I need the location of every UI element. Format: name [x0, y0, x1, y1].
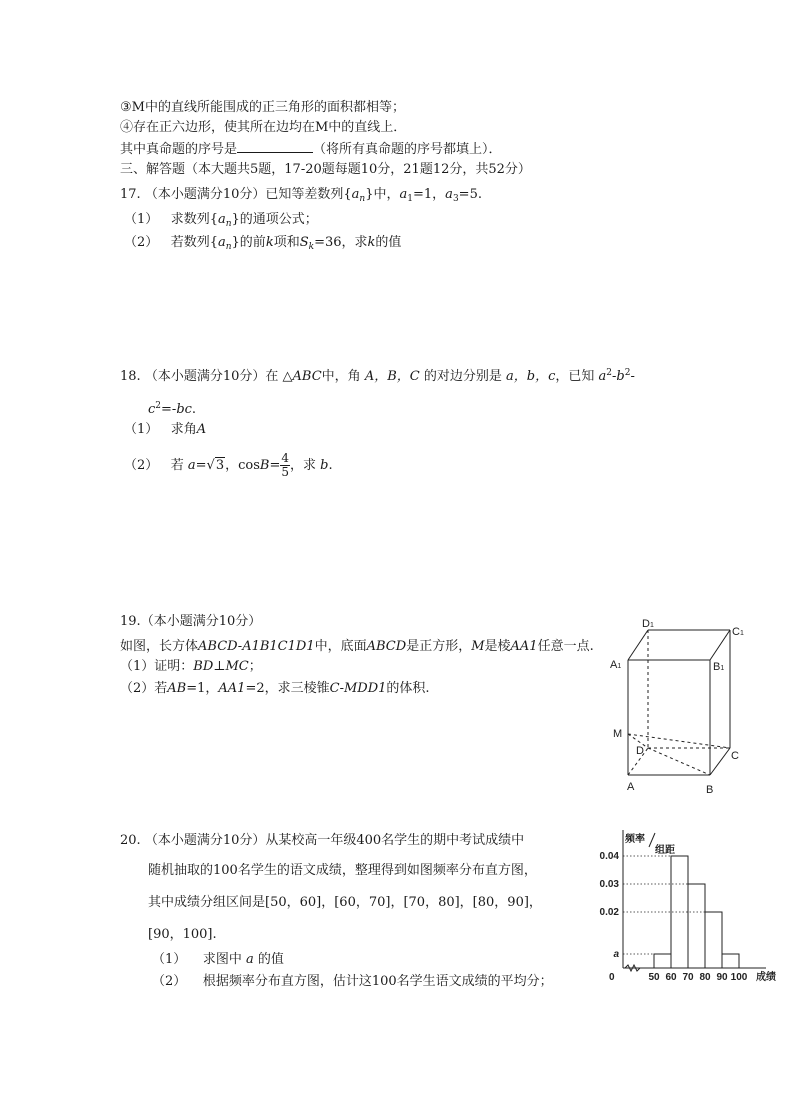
histogram-bar	[722, 954, 739, 968]
edge-bd	[648, 748, 710, 775]
q18-eq-end: .	[191, 402, 197, 417]
q17-part1-label: （1）	[124, 212, 159, 227]
histogram-bar	[688, 884, 705, 968]
q18-intro3: 的对边分别是	[423, 369, 502, 384]
q19-part2-v2: =2，求三棱锥	[245, 681, 330, 696]
q17-part2-label: （2）	[124, 235, 159, 250]
label-B1: B1	[713, 661, 725, 673]
answer-prefix: 其中真命题的序号是	[120, 142, 238, 157]
q17-a3: a	[445, 187, 453, 202]
q17-part2-Sk: k	[308, 242, 315, 252]
q19-part2-ab: AB	[167, 681, 187, 696]
q17-part2-mid: }的前	[231, 235, 266, 250]
x-axis-label: 成绩	[756, 972, 776, 983]
q18-part1-text: 求角	[170, 422, 197, 437]
q17-intro	[120, 186, 482, 208]
q19-part2	[120, 680, 430, 698]
q17-part2-a: a	[217, 235, 226, 250]
fraction-denominator: 5	[281, 465, 289, 479]
q19-part1-end: ；	[248, 659, 262, 674]
fraction-numerator: 4	[281, 451, 289, 465]
q17-part2-mid2: 项和	[273, 235, 300, 250]
q17-part2-k2: k	[367, 235, 376, 250]
q18-eq-bc: bc	[176, 402, 192, 417]
q20-line3: 其中成绩分组区间是[50，60]，[60，70]，[70，80]，[80，90]，	[148, 895, 542, 910]
y-tick-label: 0.04	[599, 851, 619, 862]
q18-part2-b: b	[320, 458, 329, 473]
q19-intro	[120, 613, 261, 631]
q17-n: n	[359, 194, 366, 204]
q18-eq-c: c	[148, 402, 156, 417]
edge-b1c1	[710, 630, 730, 660]
y-tick-label: 0.02	[599, 907, 619, 918]
x-tick-label: 0	[609, 972, 615, 983]
label-C1-sub: 1	[739, 630, 744, 637]
q18-number: 18.	[120, 369, 141, 384]
q18-eq-b: -b	[612, 369, 625, 384]
q19-desc-solid: ABCD-A1B1C1D1	[198, 639, 315, 654]
q20-part1	[152, 951, 284, 969]
q20-line2: 随机抽取的100名学生的语文成绩，整理得到如图频率分布直方图，	[148, 863, 537, 878]
q18-eq-a-sq: 2	[606, 368, 613, 378]
q17-part2-k: k	[265, 235, 274, 250]
prev-answer-line	[120, 140, 502, 159]
q20-part1-text: 求图中	[202, 952, 242, 967]
cuboid-figure	[600, 610, 760, 800]
label-B: B	[706, 784, 714, 796]
q17-a: a	[351, 187, 360, 202]
label-B1-sub: 1	[720, 665, 725, 672]
x-tick-label: 100	[730, 972, 748, 983]
q19-desc	[120, 638, 594, 656]
q18-part2-end: ，求	[289, 458, 316, 473]
label-A1-sub: 1	[617, 663, 622, 670]
q18-sides: a，b，c	[506, 369, 556, 384]
q18-intro-cont	[148, 397, 196, 419]
q17-part2-S: S	[299, 235, 309, 250]
y-axis-label-top: 频率	[625, 834, 645, 845]
q17-part1	[124, 211, 318, 233]
q19-part1	[120, 658, 262, 676]
q17-part1-a: a	[217, 212, 226, 227]
q17-part1-pre: 求数列{	[170, 212, 218, 227]
q18-part2-dot: .	[328, 458, 333, 473]
fraction	[280, 452, 290, 479]
q19-part2-v1: =1，	[186, 681, 219, 696]
q20-part2	[152, 973, 553, 991]
q17-number: 17.	[120, 187, 141, 202]
label-C: C	[731, 750, 739, 762]
label-A: A	[627, 781, 635, 793]
q17-part2-val: =36，求	[314, 235, 368, 250]
q18-part1-A: A	[196, 422, 207, 437]
q18-eq-c-sq: 2	[155, 401, 162, 411]
q19-desc-mid2: 是正方形，	[406, 639, 472, 654]
q18-abc: ABC	[292, 369, 322, 384]
y-axis-label-bottom: 组距	[655, 845, 675, 856]
q17-intro-mid: }中，	[365, 187, 400, 202]
q18-part2-eq2: =	[269, 458, 281, 473]
q20-part1-a: a	[245, 952, 254, 967]
label-A1: A1	[610, 659, 622, 671]
q20-line4: [90，100].	[148, 927, 217, 942]
q19-part1-math: BD⊥MC	[193, 659, 249, 674]
q18-part2-cos: ，cos	[225, 458, 260, 473]
q18-part2-eq: =	[195, 458, 207, 473]
x-tick-label: 80	[699, 972, 711, 983]
q18-intro4: ，已知	[555, 369, 595, 384]
prev-item-3: ③M中的直线所能围成的正三角形的面积都相等；	[120, 100, 405, 115]
y-tick-label: 0.03	[599, 879, 619, 890]
section-title: 三、解答题（本大题共5题，17-20题每题10分，21题12分，共52分）	[120, 162, 531, 177]
q20-part2-text: 根据频率分布直方图，估计这100名学生语文成绩的平均分；	[202, 974, 553, 989]
q18-eq-a: a	[598, 369, 607, 384]
q19-desc-mid3: 是棱	[484, 639, 511, 654]
q20-part1-label: （1）	[152, 952, 187, 967]
q17-a3-val: =5.	[458, 187, 482, 202]
q19-desc-mid: 中，底面	[314, 639, 367, 654]
q19-desc-base: ABCD	[366, 639, 407, 654]
histogram-chart	[588, 825, 788, 995]
edge-a1d1	[628, 630, 648, 660]
x-tick-label: 90	[716, 972, 728, 983]
q17-part1-n: n	[225, 219, 232, 229]
sqrt-symbol: √3	[206, 458, 225, 473]
q19-number: 19.	[120, 614, 141, 629]
histogram-bar	[654, 954, 671, 968]
q20-line1	[120, 832, 524, 850]
q18-part2	[124, 452, 333, 479]
sqrt-radicand: 3	[215, 458, 225, 473]
q18-part2-if: 若	[170, 458, 184, 473]
q19-desc-M: M	[471, 639, 485, 654]
q19-part2-aa: AA1	[218, 681, 246, 696]
answer-suffix: （将所有真命题的序号都填上）．	[313, 142, 502, 157]
q20-number: 20.	[120, 833, 141, 848]
q18-angles: A，B，C	[364, 369, 420, 384]
label-D1-sub: 1	[649, 622, 654, 629]
q19-part2-pre: （2）若	[120, 681, 168, 696]
q20-part2-label: （2）	[152, 974, 187, 989]
edge-bc	[710, 748, 730, 775]
q18-part2-a: a	[187, 458, 196, 473]
q18-part2-label: （2）	[124, 458, 159, 473]
x-tick-label: 60	[665, 972, 677, 983]
q17-part2-n: n	[225, 242, 232, 252]
q19-part2-end: 的体积.	[386, 681, 430, 696]
label-C1: C1	[732, 626, 744, 638]
label-M: M	[613, 728, 623, 740]
q18-part1	[124, 421, 206, 439]
label-D: D	[636, 745, 644, 757]
q17-part2	[124, 234, 401, 256]
q17-a1-sub: 1	[407, 194, 413, 204]
histogram-bar	[705, 912, 722, 968]
q19-part2-pyr: C-MDD1	[329, 681, 387, 696]
answer-blank[interactable]	[237, 140, 313, 153]
q18-intro2: 中，角	[321, 369, 361, 384]
q17-part2-end: 的值	[375, 235, 402, 250]
q17-part1-post: }的通项公式；	[231, 212, 318, 227]
x-tick-label: 70	[682, 972, 694, 983]
q18-intro-text: （本小题满分10分）在 △	[144, 369, 293, 384]
q19-part1-label: （1）证明：	[120, 659, 194, 674]
q18-part1-label: （1）	[124, 422, 159, 437]
q18-intro	[120, 364, 635, 386]
label-D1: D1	[642, 618, 654, 630]
q19-desc-edge: AA1	[510, 639, 538, 654]
q20-part1-end: 的值	[257, 952, 284, 967]
q19-desc-pre: 如图，长方体	[120, 639, 199, 654]
y-tick-label: a	[613, 949, 619, 960]
q17-a3-sub: 3	[452, 194, 459, 204]
q17-a1: a	[399, 187, 408, 202]
x-tick-label: 50	[648, 972, 660, 983]
q18-eq-rest: =-	[161, 402, 177, 417]
q17-part2-pre: 若数列{	[170, 235, 218, 250]
q18-part2-B: B	[259, 458, 270, 473]
q18-eq-b-sq: 2	[624, 368, 631, 378]
q19-intro-text: （本小题满分10分）	[140, 614, 262, 629]
q17-a1-val: =1，	[413, 187, 446, 202]
q17-intro-text: （本小题满分10分）已知等差数列{	[144, 187, 352, 202]
q18-eq-minus: -	[630, 369, 635, 384]
prev-item-4: ④存在正六边形，使其所在边均在M中的直线上．	[120, 120, 407, 135]
q20-line1-text: （本小题满分10分）从某校高一年级400名学生的期中考试成绩中	[144, 833, 525, 848]
q19-desc-end: 任意一点.	[537, 639, 594, 654]
